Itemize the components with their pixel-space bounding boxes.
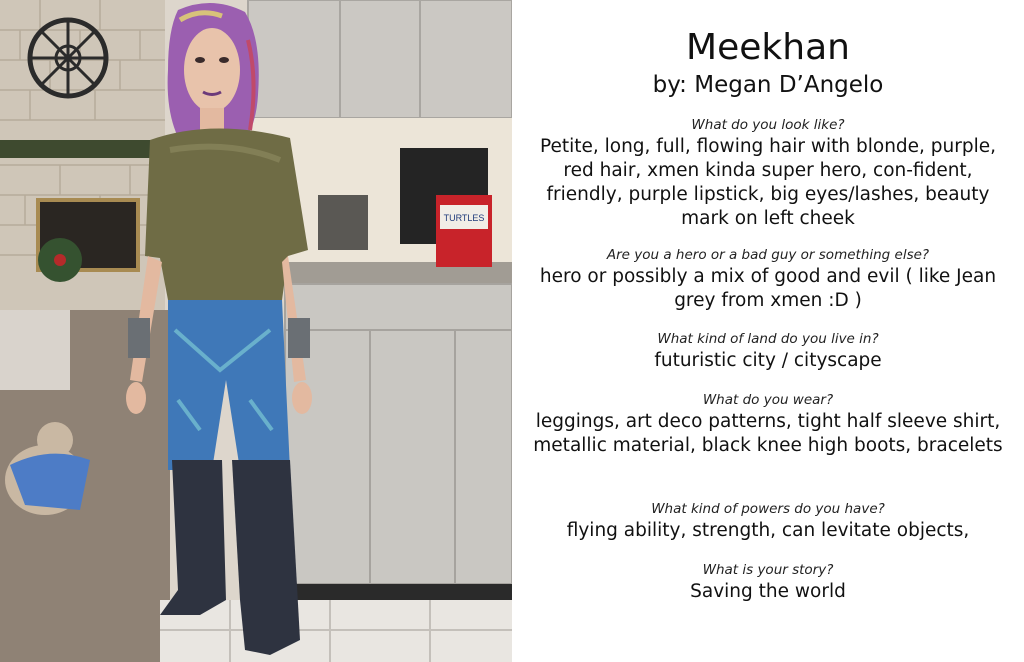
question: What kind of land do you live in?	[657, 331, 879, 347]
profile-text	[512, 0, 1024, 662]
question: What kind of powers do you have?	[651, 501, 885, 517]
answer: flying ability, strength, can levitate objects,	[566, 520, 970, 541]
question: What do you wear?	[702, 392, 834, 408]
qa-story	[530, 561, 1006, 604]
answer: Saving the world	[690, 581, 846, 602]
qa-look	[530, 116, 1006, 231]
question: What is your story?	[702, 562, 834, 578]
qa-wear	[530, 391, 1006, 458]
author-byline: by: Megan D’Angelo	[652, 72, 884, 98]
snack-box	[436, 195, 492, 267]
qa-hero	[530, 246, 1006, 313]
qa-powers	[530, 500, 1006, 543]
question: Are you a hero or a bad guy or something else?	[606, 247, 930, 263]
upper-cabinets	[248, 0, 512, 118]
answer: Petite, long, full, flowing hair with blonde, purple, red hair, xmen kinda super hero, con-fident, friendly, purple lipstick, big eyes/lashes, beauty mark on left cheek	[539, 136, 997, 229]
snack-box-label: TURTLES	[443, 213, 485, 223]
question: What do you look like?	[691, 117, 845, 133]
qa-land	[530, 330, 1006, 373]
character-name: Meekhan	[686, 27, 850, 68]
answer: hero or possibly a mix of good and evil ( like Jean grey from xmen :D )	[539, 266, 997, 311]
wall-clock-decoration	[30, 20, 106, 96]
answer: futuristic city / cityscape	[654, 350, 882, 371]
answer: leggings, art deco patterns, tight half sleeve shirt, metallic material, black knee high boots, bracelets	[533, 411, 1003, 456]
